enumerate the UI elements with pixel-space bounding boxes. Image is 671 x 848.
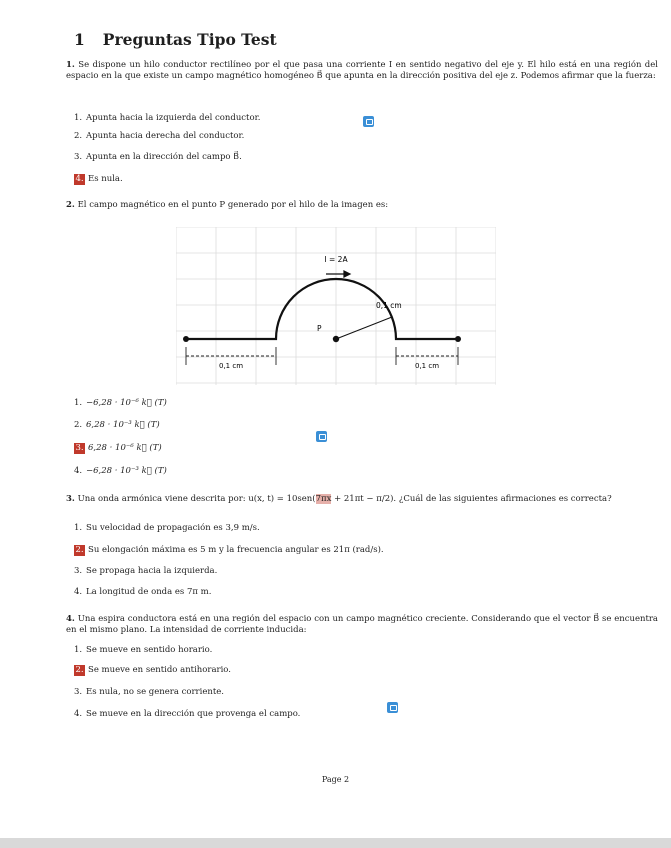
wire-left-end <box>183 336 189 342</box>
question-3-text: 3. Una onda armónica viene descrita por: u(x, t) = 10sen(7πx + 21πt − π/2). ¿Cuál de las siguientes afirmaciones es correcta? <box>66 494 612 504</box>
question-1-text: 1. Se dispone un hilo conductor rectilíneo por el que pasa una corriente I en sentido negativo del eje y. El hilo está en una región del espacio en la que existe un campo magnético homogéneo B⃗ que apunta en la dirección positiva del eje z. Podemos afirmar que la fuerza: <box>66 60 659 81</box>
question-2-option-2: 2. 6,28 · 10⁻³ k⃗ (T) <box>74 420 160 430</box>
radius-line <box>336 317 392 339</box>
question-3-option-2-selected: 2. Su elongación máxima es 5 m y la frecuencia angular es 21π (rad/s). <box>75 545 384 555</box>
bookmark-icon[interactable] <box>387 702 398 713</box>
question-2-option-3-selected: 3. 6,28 · 10⁻⁶ k⃗ (T) <box>75 443 162 453</box>
wire-figure <box>176 227 496 385</box>
wire-right-end <box>455 336 461 342</box>
question-1-option-1: 1. Apunta hacia la izquierda del conductor. <box>74 113 261 123</box>
question-4-option-3: 3. Es nula, no se genera corriente. <box>74 687 224 697</box>
radius-label: 0,1 cm <box>376 301 402 310</box>
page-number: Page 2 <box>321 775 350 784</box>
question-2-option-1: 1. −6,28 · 10⁻⁶ k⃗ (T) <box>74 398 167 408</box>
point-p-label: P <box>317 324 322 333</box>
question-3-option-4: 4. La longitud de onda es 7π m. <box>74 587 212 597</box>
section-title: Preguntas Tipo Test <box>102 30 277 49</box>
question-2-text: 2. El campo magnético en el punto P generado por el hilo de la imagen es: <box>66 200 389 210</box>
bottom-band <box>0 838 671 848</box>
section-number: 1 <box>74 30 85 49</box>
current-arrow <box>326 271 350 277</box>
question-4-option-2-selected: 2. Se mueve en sentido antihorario. <box>75 665 231 675</box>
question-2-option-4: 4. −6,28 · 10⁻³ k⃗ (T) <box>74 466 167 476</box>
question-1-option-2: 2. Apunta hacia derecha del conductor. <box>74 131 245 141</box>
section-heading <box>74 30 277 49</box>
bookmark-icon[interactable] <box>316 431 327 442</box>
current-label: I = 2A <box>324 255 348 264</box>
question-1-option-3: 3. Apunta en la dirección del campo B⃗. <box>74 152 242 162</box>
left-dimension-label: 0,1 cm <box>218 362 244 370</box>
wire-path <box>186 279 458 339</box>
question-4-option-1: 1. Se mueve en sentido horario. <box>74 645 213 655</box>
question-1-option-4-selected: 4. Es nula. <box>75 174 123 184</box>
question-4-option-4: 4. Se mueve en la dirección que provenga el campo. <box>74 709 301 719</box>
highlighted-term: 7πx <box>315 494 332 504</box>
question-4-text: 4. Una espira conductora está en una región del espacio con un campo magnético creciente. Considerando que el vector B⃗ se encuentra en el mismo plano. La intensidad de corriente inducida: <box>66 614 659 635</box>
question-3-option-3: 3. Se propaga hacia la izquierda. <box>74 566 218 576</box>
question-3-option-1: 1. Su velocidad de propagación es 3,9 m/s. <box>74 523 260 533</box>
bookmark-icon[interactable] <box>363 116 374 127</box>
right-dimension-label: 0,1 cm <box>414 362 440 370</box>
